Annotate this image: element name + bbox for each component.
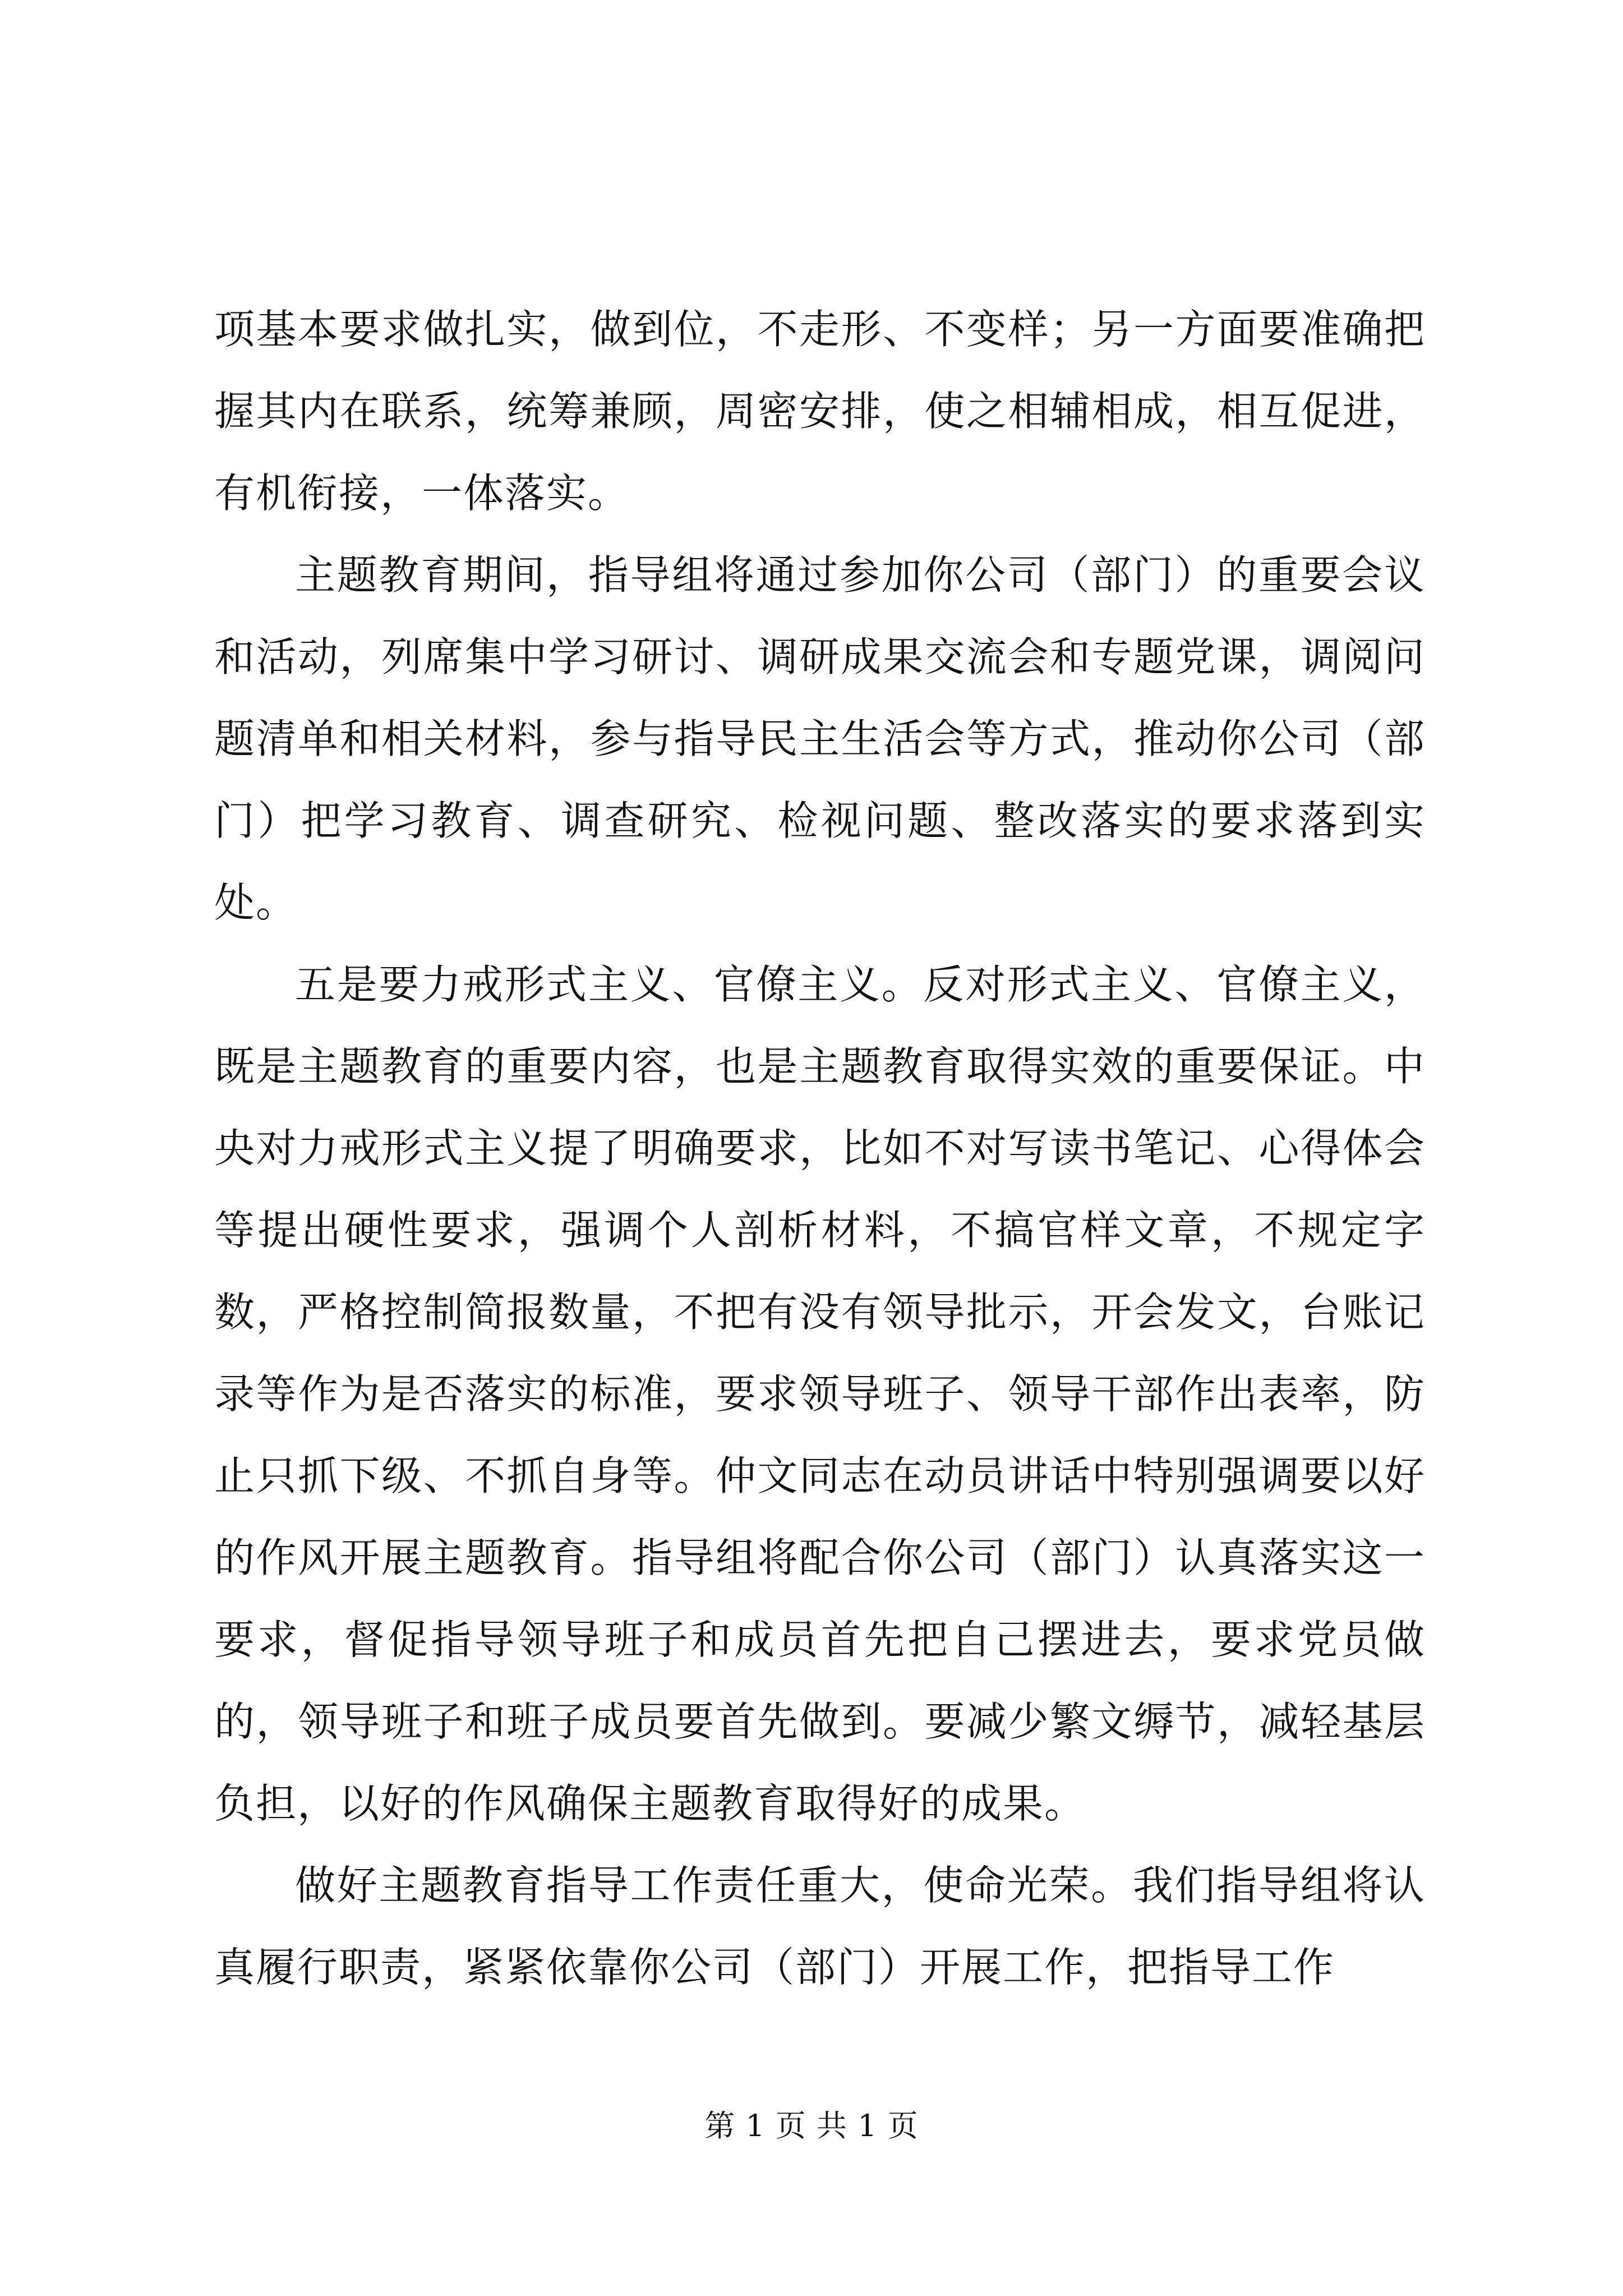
paragraph-responsibility: 做好主题教育指导工作责任重大，使命光荣。我们指导组将认真履行职责，紧紧依靠你公司（部门）开展工作，把指导工作 bbox=[214, 1862, 1426, 1991]
page-footer: 第 1 页 共 1 页 bbox=[704, 2108, 919, 2143]
document-body bbox=[214, 288, 1426, 2008]
paragraph-formalism: 五是要力戒形式主义、官僚主义。反对形式主义、官僚主义，既是主题教育的重要内容，也是主题教育取得实效的重要保证。中央对力戒形式主义提了明确要求，比如不对写读书笔记、心得体会等提出硬性要求，强调个人剖析材料，不搞官样文章，不规定字数，严格控制简报数量，不把有没有领导批示，开会发文，台账记录等作为是否落实的标准，要求领导班子、领导干部作出表率，防止只抓下级、不抓自身等。仲文同志在动员讲话中特别强调要以好的作风开展主题教育。指导组将配合你公司（部门）认真落实这一要求，督促指导领导班子和成员首先把自己摆进去，要求党员做的，领导班子和班子成员要首先做到。要减少繁文缛节，减轻基层负担，以好的作风确保主题教育取得好的成果。 bbox=[214, 961, 1426, 1827]
paragraph-continuation: 项基本要求做扎实，做到位，不走形、不变样；另一方面要准确把握其内在联系，统筹兼顾，周密安排，使之相辅相成，相互促进，有机衔接，一体落实。 bbox=[214, 306, 1426, 517]
paragraph-guidance-methods: 主题教育期间，指导组将通过参加你公司（部门）的重要会议和活动，列席集中学习研讨、调研成果交流会和专题党课，调阅问题清单和相关材料，参与指导民主生活会等方式，推动你公司（部门）把学习教育、调查研究、检视问题、整改落实的要求落到实处。 bbox=[214, 551, 1426, 926]
